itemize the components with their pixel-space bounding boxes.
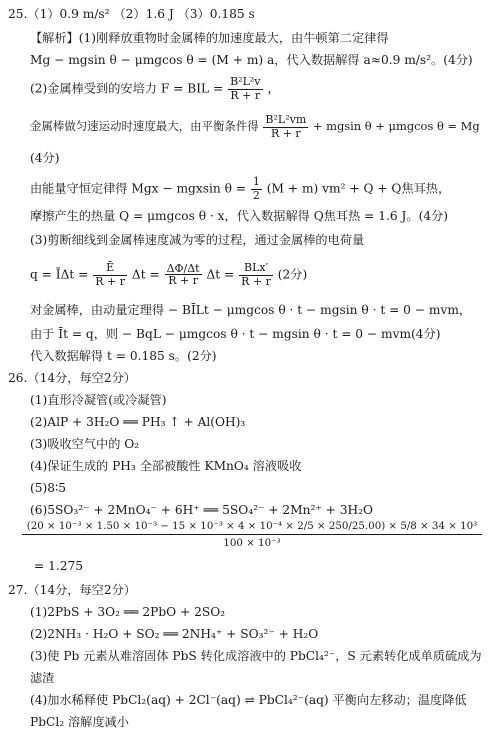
q27-header: 27.（14分，每空2分） (8, 583, 136, 597)
q26-answer-1: (1)直形冷凝管(或冷凝管) (30, 393, 167, 407)
energy-prefix: 由能量守恒定律得 Mgx − mgxsin θ = (30, 181, 247, 196)
ampere-force-fraction (228, 76, 262, 102)
charge-e-fraction (93, 262, 127, 288)
fraction-denominator: R + r (241, 274, 271, 288)
charge-score: (2分) (277, 267, 308, 282)
q26-answer-4: (4)保证生成的 PH₃ 全部被酸性 KMnO₄ 溶液吸收 (30, 459, 302, 473)
q25-score-4: (4分) (30, 151, 60, 165)
q26-answer-5: (5)8∶5 (30, 481, 66, 495)
fraction-denominator: 100 × 10⁻³ (223, 537, 281, 549)
charge-end-mid: Δt = (206, 267, 235, 282)
charge-blx-fraction (239, 262, 273, 288)
q26-calc-fraction (22, 520, 482, 549)
max-speed-fraction (263, 114, 308, 140)
q25-friction-heat: 摩擦产生的热量 Q = μmgcos θ · x，代入数据解得 Q焦耳热 = 1.6 J。(4分) (30, 209, 449, 223)
q25-charge (30, 262, 307, 288)
q25-since: 由于 Īt = q，则 − BqL − μmgcos θ · t − mgsin θ · t = 0 − mvm(4分) (30, 327, 441, 341)
q27-answer-3-line-1: (3)使 Pb 元素从难溶固体 PbS 转化成溶液中的 PbCl₄²⁻，S 元素转化成单质硫成为 (30, 649, 482, 663)
q27-answer-3-line-2: 滤渣 (30, 671, 55, 685)
q25-part2 (30, 76, 280, 102)
fraction-numerator: B²L²v (230, 75, 261, 88)
energy-suffix: (M + m) vm² + Q + Q焦耳热， (266, 181, 451, 196)
q26-answer-3: (3)吸收空气中的 O₂ (30, 437, 140, 451)
q27-answer-1: (1)2PbS + 3O₂ ══ 2PbO + 2SO₂ (30, 605, 226, 619)
q27-answer-4-line-2: PbCl₂ 溶解度减小 (30, 715, 129, 729)
q25-part3: (3)剪断细线到金属棒速度减为零的过程，通过金属棒的电荷量 (30, 233, 365, 247)
fraction-denominator: R + r (230, 88, 261, 102)
half-fraction (251, 176, 262, 202)
fraction-denominator: R + r (95, 274, 126, 288)
fraction-denominator: 2 (252, 188, 260, 202)
fraction-denominator: R + r (270, 126, 301, 140)
q26-calc-result: = 1.275 (34, 559, 83, 573)
fraction-numerator: Ē (93, 262, 127, 276)
charge-q: q = ĪΔt = (30, 267, 89, 282)
q25-analysis-1: 【解析】(1)刚释放重物时金属棒的加速度最大，由牛顿第二定律得 (30, 31, 389, 45)
fraction-numerator: BLx′ (239, 262, 273, 276)
q25-result: 代入数据解得 t = 0.185 s。(2分) (30, 349, 217, 363)
q25-momentum: 对金属棒，由动量定理得 − BĪLt − μmgcos θ · t − mgsin θ · t = 0 − mvm， (30, 303, 472, 317)
q25-part2-prefix: (2)金属棒受到的安培力 F = BIL = (30, 81, 224, 96)
charge-mid: Δt = (131, 267, 160, 282)
q26-header: 26.（14分，每空2分） (8, 371, 136, 385)
fraction-numerator: ΔΦ/Δt (166, 261, 200, 275)
q25-energy (30, 176, 450, 202)
q26-answer-2: (2)AlP + 3H₂O ══ PH₃ ↑ + Al(OH)₃ (30, 415, 246, 429)
q26-answer-6: (6)5SO₃²⁻ + 2MnO₄⁻ + 6H⁺ ══ 5SO₄²⁻ + 2Mn²⁺ + 3H₂O (30, 503, 373, 517)
max-speed-suffix: + mgsin θ + μmgcos θ = Mg (312, 119, 480, 134)
fraction-numerator: (20 × 10⁻³ × 1.50 × 10⁻³ − 15 × 10⁻³ × 4 × 10⁻⁴ × 2/5 × 250/25.00) × 5/8 × 34 × 10³ (22, 520, 482, 535)
fraction-numerator: 1 (252, 175, 260, 188)
q25-header: 25.（1）0.9 m/s² （2）1.6 J （3）0.185 s (8, 7, 255, 21)
fraction-numerator: B²L²vm (265, 113, 307, 126)
q25-eq-1: Mg − mgsin θ − μmgcos θ = (M + m) a，代入数据解得 a≈0.9 m/s²。(4分) (30, 53, 473, 67)
q25-part2-suffix: ， (267, 81, 280, 96)
charge-phi-fraction (165, 263, 202, 288)
q27-answer-2: (2)2NH₃ · H₂O + SO₂ ══ 2NH₄⁺ + SO₃²⁻ + H₂O (30, 627, 319, 641)
fraction-denominator: R + r (168, 274, 198, 288)
q27-answer-4-line-1: (4)加水稀释使 PbCl₂(aq) + 2Cl⁻(aq) ⇌ PbCl₄²⁻(aq) 平衡向左移动；温度降低 (30, 693, 467, 707)
q25-max-speed (30, 114, 480, 140)
max-speed-prefix: 金属棒做匀速运动时速度最大，由平衡条件得 (30, 119, 259, 134)
